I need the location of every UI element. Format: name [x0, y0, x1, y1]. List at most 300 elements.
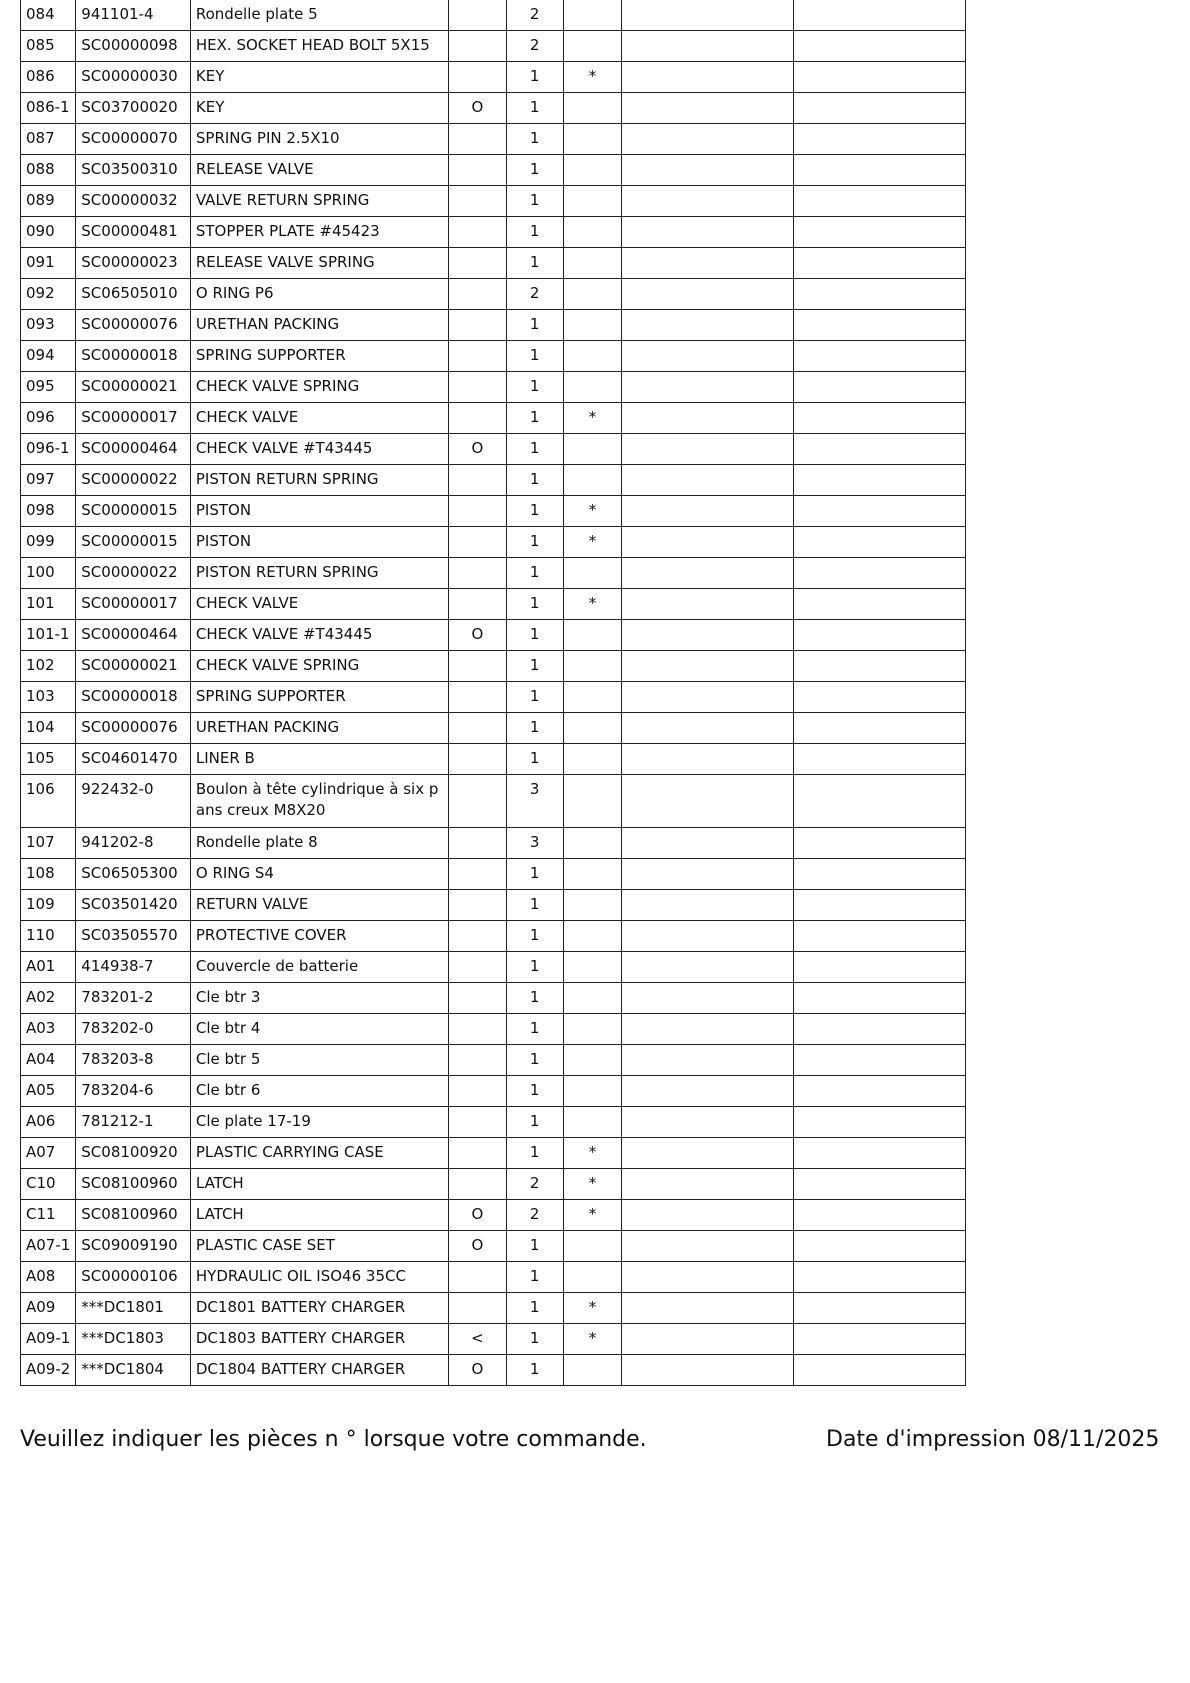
- quantity-cell: 1: [506, 982, 563, 1013]
- part-name-cell: PISTON RETURN SPRING: [190, 557, 448, 588]
- quantity-cell: 1: [506, 557, 563, 588]
- part-number-cell: A07-1: [21, 1230, 76, 1261]
- part-code-cell: SC03501420: [76, 889, 191, 920]
- blank-cell-2: [794, 774, 966, 827]
- part-code-cell: SC08100960: [76, 1199, 191, 1230]
- blank-cell-2: [794, 526, 966, 557]
- blank-cell-1: [622, 340, 794, 371]
- part-name-cell: DC1803 BATTERY CHARGER: [190, 1323, 448, 1354]
- quantity-cell: 1: [506, 681, 563, 712]
- part-number-cell: A09: [21, 1292, 76, 1323]
- part-name-cell: CHECK VALVE SPRING: [190, 371, 448, 402]
- option-mark-cell: [449, 774, 506, 827]
- part-number-cell: 109: [21, 889, 76, 920]
- option-mark-cell: O: [449, 619, 506, 650]
- table-row: [21, 982, 966, 1013]
- option-mark-cell: O: [449, 92, 506, 123]
- table-row: [21, 526, 966, 557]
- parts-table-body: [21, 0, 966, 1385]
- option-mark-cell: [449, 495, 506, 526]
- blank-cell-1: [622, 1292, 794, 1323]
- part-number-cell: 085: [21, 30, 76, 61]
- blank-cell-2: [794, 340, 966, 371]
- blank-cell-1: [622, 951, 794, 982]
- asterisk-mark-cell: [563, 858, 621, 889]
- blank-cell-1: [622, 185, 794, 216]
- part-name-cell: DC1801 BATTERY CHARGER: [190, 1292, 448, 1323]
- table-row: [21, 1168, 966, 1199]
- quantity-cell: 2: [506, 1168, 563, 1199]
- option-mark-cell: [449, 681, 506, 712]
- blank-cell-2: [794, 557, 966, 588]
- blank-cell-2: [794, 371, 966, 402]
- option-mark-cell: [449, 650, 506, 681]
- part-number-cell: A07: [21, 1137, 76, 1168]
- blank-cell-1: [622, 1044, 794, 1075]
- table-row: [21, 1137, 966, 1168]
- quantity-cell: 1: [506, 247, 563, 278]
- quantity-cell: 2: [506, 1199, 563, 1230]
- option-mark-cell: [449, 1261, 506, 1292]
- asterisk-mark-cell: *: [563, 1199, 621, 1230]
- table-row: [21, 619, 966, 650]
- part-name-cell: Rondelle plate 5: [190, 0, 448, 30]
- blank-cell-2: [794, 495, 966, 526]
- quantity-cell: 1: [506, 951, 563, 982]
- table-row: [21, 30, 966, 61]
- part-number-cell: 088: [21, 154, 76, 185]
- part-code-cell: 414938-7: [76, 951, 191, 982]
- table-row: [21, 278, 966, 309]
- quantity-cell: 1: [506, 1137, 563, 1168]
- blank-cell-1: [622, 371, 794, 402]
- part-code-cell: 941101-4: [76, 0, 191, 30]
- option-mark-cell: O: [449, 1199, 506, 1230]
- part-number-cell: 099: [21, 526, 76, 557]
- part-name-cell: Cle plate 17-19: [190, 1106, 448, 1137]
- part-code-cell: SC00000021: [76, 650, 191, 681]
- part-code-cell: 783204-6: [76, 1075, 191, 1106]
- asterisk-mark-cell: *: [563, 61, 621, 92]
- asterisk-mark-cell: [563, 1354, 621, 1385]
- quantity-cell: 1: [506, 1261, 563, 1292]
- blank-cell-2: [794, 433, 966, 464]
- table-row: [21, 1230, 966, 1261]
- blank-cell-2: [794, 650, 966, 681]
- blank-cell-1: [622, 464, 794, 495]
- blank-cell-2: [794, 1199, 966, 1230]
- blank-cell-2: [794, 1044, 966, 1075]
- part-name-cell: PISTON: [190, 495, 448, 526]
- option-mark-cell: [449, 464, 506, 495]
- table-row: [21, 889, 966, 920]
- part-number-cell: 096: [21, 402, 76, 433]
- blank-cell-1: [622, 743, 794, 774]
- blank-cell-1: [622, 1261, 794, 1292]
- asterisk-mark-cell: [563, 1106, 621, 1137]
- blank-cell-1: [622, 619, 794, 650]
- asterisk-mark-cell: [563, 154, 621, 185]
- option-mark-cell: [449, 30, 506, 61]
- option-mark-cell: [449, 951, 506, 982]
- part-code-cell: SC03505570: [76, 920, 191, 951]
- blank-cell-1: [622, 433, 794, 464]
- blank-cell-2: [794, 185, 966, 216]
- part-code-cell: SC00000015: [76, 495, 191, 526]
- table-row: [21, 340, 966, 371]
- table-row: [21, 681, 966, 712]
- quantity-cell: 2: [506, 30, 563, 61]
- part-number-cell: 084: [21, 0, 76, 30]
- part-name-cell: O RING S4: [190, 858, 448, 889]
- part-number-cell: 101-1: [21, 619, 76, 650]
- blank-cell-2: [794, 588, 966, 619]
- table-row: [21, 951, 966, 982]
- blank-cell-2: [794, 681, 966, 712]
- asterisk-mark-cell: [563, 123, 621, 154]
- table-row: [21, 1106, 966, 1137]
- asterisk-mark-cell: [563, 743, 621, 774]
- part-name-cell: CHECK VALVE: [190, 588, 448, 619]
- part-number-cell: 103: [21, 681, 76, 712]
- option-mark-cell: [449, 743, 506, 774]
- table-row: [21, 185, 966, 216]
- asterisk-mark-cell: [563, 340, 621, 371]
- quantity-cell: 1: [506, 92, 563, 123]
- part-code-cell: SC00000022: [76, 464, 191, 495]
- part-code-cell: SC00000015: [76, 526, 191, 557]
- asterisk-mark-cell: [563, 371, 621, 402]
- table-row: [21, 247, 966, 278]
- blank-cell-1: [622, 92, 794, 123]
- asterisk-mark-cell: [563, 278, 621, 309]
- part-name-cell: PROTECTIVE COVER: [190, 920, 448, 951]
- option-mark-cell: [449, 278, 506, 309]
- asterisk-mark-cell: [563, 92, 621, 123]
- blank-cell-1: [622, 982, 794, 1013]
- quantity-cell: 1: [506, 1013, 563, 1044]
- option-mark-cell: [449, 982, 506, 1013]
- part-code-cell: 783202-0: [76, 1013, 191, 1044]
- blank-cell-1: [622, 30, 794, 61]
- table-row: [21, 774, 966, 827]
- part-name-cell: Couvercle de batterie: [190, 951, 448, 982]
- part-name-cell: CHECK VALVE #T43445: [190, 433, 448, 464]
- part-code-cell: SC06505300: [76, 858, 191, 889]
- blank-cell-2: [794, 92, 966, 123]
- option-mark-cell: [449, 1137, 506, 1168]
- option-mark-cell: [449, 154, 506, 185]
- part-name-cell: Cle btr 4: [190, 1013, 448, 1044]
- asterisk-mark-cell: [563, 1075, 621, 1106]
- asterisk-mark-cell: [563, 951, 621, 982]
- table-row: [21, 92, 966, 123]
- part-number-cell: A03: [21, 1013, 76, 1044]
- blank-cell-2: [794, 827, 966, 858]
- blank-cell-2: [794, 712, 966, 743]
- part-code-cell: SC00000017: [76, 588, 191, 619]
- blank-cell-1: [622, 1199, 794, 1230]
- asterisk-mark-cell: [563, 309, 621, 340]
- asterisk-mark-cell: [563, 0, 621, 30]
- blank-cell-1: [622, 1075, 794, 1106]
- table-row: [21, 464, 966, 495]
- option-mark-cell: [449, 185, 506, 216]
- blank-cell-2: [794, 402, 966, 433]
- part-code-cell: SC00000076: [76, 712, 191, 743]
- blank-cell-2: [794, 619, 966, 650]
- part-code-cell: SC00000464: [76, 433, 191, 464]
- asterisk-mark-cell: [563, 827, 621, 858]
- quantity-cell: 1: [506, 309, 563, 340]
- quantity-cell: 2: [506, 0, 563, 30]
- quantity-cell: 1: [506, 123, 563, 154]
- blank-cell-1: [622, 278, 794, 309]
- part-code-cell: SC00000032: [76, 185, 191, 216]
- part-number-cell: 105: [21, 743, 76, 774]
- part-number-cell: 106: [21, 774, 76, 827]
- part-code-cell: SC00000098: [76, 30, 191, 61]
- asterisk-mark-cell: [563, 185, 621, 216]
- blank-cell-1: [622, 1168, 794, 1199]
- blank-cell-1: [622, 495, 794, 526]
- blank-cell-1: [622, 1013, 794, 1044]
- quantity-cell: 1: [506, 495, 563, 526]
- blank-cell-2: [794, 1323, 966, 1354]
- part-number-cell: A02: [21, 982, 76, 1013]
- part-name-cell: RETURN VALVE: [190, 889, 448, 920]
- blank-cell-2: [794, 1168, 966, 1199]
- option-mark-cell: O: [449, 433, 506, 464]
- quantity-cell: 1: [506, 1106, 563, 1137]
- blank-cell-2: [794, 30, 966, 61]
- part-code-cell: 922432-0: [76, 774, 191, 827]
- blank-cell-2: [794, 1230, 966, 1261]
- part-name-cell: Cle btr 3: [190, 982, 448, 1013]
- asterisk-mark-cell: [563, 216, 621, 247]
- part-number-cell: A04: [21, 1044, 76, 1075]
- option-mark-cell: [449, 1044, 506, 1075]
- part-number-cell: 101: [21, 588, 76, 619]
- asterisk-mark-cell: [563, 650, 621, 681]
- option-mark-cell: O: [449, 1354, 506, 1385]
- asterisk-mark-cell: [563, 464, 621, 495]
- quantity-cell: 1: [506, 1044, 563, 1075]
- option-mark-cell: [449, 1013, 506, 1044]
- part-code-cell: SC00000021: [76, 371, 191, 402]
- table-row: [21, 827, 966, 858]
- asterisk-mark-cell: [563, 681, 621, 712]
- asterisk-mark-cell: [563, 1230, 621, 1261]
- part-number-cell: 098: [21, 495, 76, 526]
- quantity-cell: 3: [506, 827, 563, 858]
- quantity-cell: 1: [506, 889, 563, 920]
- asterisk-mark-cell: *: [563, 495, 621, 526]
- table-row: [21, 61, 966, 92]
- quantity-cell: 1: [506, 526, 563, 557]
- part-name-cell: CHECK VALVE: [190, 402, 448, 433]
- part-number-cell: 089: [21, 185, 76, 216]
- part-code-cell: SC04601470: [76, 743, 191, 774]
- asterisk-mark-cell: *: [563, 526, 621, 557]
- quantity-cell: 1: [506, 712, 563, 743]
- part-code-cell: ***DC1803: [76, 1323, 191, 1354]
- asterisk-mark-cell: [563, 557, 621, 588]
- part-number-cell: 095: [21, 371, 76, 402]
- part-name-cell: Rondelle plate 8: [190, 827, 448, 858]
- part-name-cell: PLASTIC CARRYING CASE: [190, 1137, 448, 1168]
- part-name-cell: PISTON RETURN SPRING: [190, 464, 448, 495]
- part-code-cell: SC03500310: [76, 154, 191, 185]
- table-row: [21, 920, 966, 951]
- print-date: Date d'impression 08/11/2025: [826, 1427, 1160, 1452]
- table-row: [21, 1292, 966, 1323]
- asterisk-mark-cell: [563, 247, 621, 278]
- part-name-cell: LINER B: [190, 743, 448, 774]
- quantity-cell: 1: [506, 1354, 563, 1385]
- part-number-cell: 091: [21, 247, 76, 278]
- part-code-cell: SC00000023: [76, 247, 191, 278]
- part-name-cell: SPRING SUPPORTER: [190, 681, 448, 712]
- quantity-cell: 1: [506, 433, 563, 464]
- table-row: [21, 154, 966, 185]
- part-number-cell: A01: [21, 951, 76, 982]
- part-name-cell: SPRING SUPPORTER: [190, 340, 448, 371]
- blank-cell-2: [794, 1261, 966, 1292]
- part-code-cell: SC03700020: [76, 92, 191, 123]
- asterisk-mark-cell: [563, 982, 621, 1013]
- option-mark-cell: [449, 0, 506, 30]
- blank-cell-2: [794, 858, 966, 889]
- quantity-cell: 1: [506, 650, 563, 681]
- table-row: [21, 123, 966, 154]
- blank-cell-1: [622, 650, 794, 681]
- blank-cell-2: [794, 1292, 966, 1323]
- table-row: [21, 1261, 966, 1292]
- table-row: [21, 309, 966, 340]
- asterisk-mark-cell: *: [563, 1323, 621, 1354]
- table-row: [21, 1323, 966, 1354]
- blank-cell-1: [622, 1323, 794, 1354]
- part-code-cell: SC00000018: [76, 681, 191, 712]
- part-number-cell: A06: [21, 1106, 76, 1137]
- asterisk-mark-cell: *: [563, 1168, 621, 1199]
- part-name-cell: URETHAN PACKING: [190, 309, 448, 340]
- blank-cell-2: [794, 278, 966, 309]
- blank-cell-2: [794, 1106, 966, 1137]
- part-code-cell: SC00000022: [76, 557, 191, 588]
- part-name-cell: PLASTIC CASE SET: [190, 1230, 448, 1261]
- option-mark-cell: [449, 889, 506, 920]
- part-name-cell: URETHAN PACKING: [190, 712, 448, 743]
- table-row: [21, 1013, 966, 1044]
- blank-cell-2: [794, 1354, 966, 1385]
- part-number-cell: A09-1: [21, 1323, 76, 1354]
- blank-cell-1: [622, 61, 794, 92]
- part-number-cell: A08: [21, 1261, 76, 1292]
- asterisk-mark-cell: [563, 1261, 621, 1292]
- table-row: [21, 858, 966, 889]
- option-mark-cell: O: [449, 1230, 506, 1261]
- blank-cell-1: [622, 774, 794, 827]
- asterisk-mark-cell: [563, 1013, 621, 1044]
- part-code-cell: ***DC1804: [76, 1354, 191, 1385]
- asterisk-mark-cell: [563, 774, 621, 827]
- asterisk-mark-cell: [563, 920, 621, 951]
- asterisk-mark-cell: *: [563, 588, 621, 619]
- part-number-cell: 087: [21, 123, 76, 154]
- asterisk-mark-cell: *: [563, 402, 621, 433]
- part-number-cell: 097: [21, 464, 76, 495]
- table-row: [21, 557, 966, 588]
- part-number-cell: 104: [21, 712, 76, 743]
- part-name-cell: RELEASE VALVE: [190, 154, 448, 185]
- option-mark-cell: [449, 858, 506, 889]
- part-name-cell: LATCH: [190, 1199, 448, 1230]
- blank-cell-1: [622, 858, 794, 889]
- asterisk-mark-cell: [563, 433, 621, 464]
- part-name-cell: O RING P6: [190, 278, 448, 309]
- blank-cell-1: [622, 681, 794, 712]
- asterisk-mark-cell: *: [563, 1292, 621, 1323]
- quantity-cell: 1: [506, 1230, 563, 1261]
- table-row: [21, 371, 966, 402]
- option-mark-cell: [449, 712, 506, 743]
- blank-cell-2: [794, 743, 966, 774]
- part-name-cell: SPRING PIN 2.5X10: [190, 123, 448, 154]
- blank-cell-1: [622, 827, 794, 858]
- part-number-cell: 107: [21, 827, 76, 858]
- asterisk-mark-cell: [563, 30, 621, 61]
- part-number-cell: 094: [21, 340, 76, 371]
- option-mark-cell: [449, 371, 506, 402]
- table-row: [21, 1354, 966, 1385]
- part-number-cell: 093: [21, 309, 76, 340]
- part-name-cell: PISTON: [190, 526, 448, 557]
- asterisk-mark-cell: [563, 1044, 621, 1075]
- part-code-cell: 783203-8: [76, 1044, 191, 1075]
- quantity-cell: 1: [506, 61, 563, 92]
- table-row: [21, 650, 966, 681]
- quantity-cell: 3: [506, 774, 563, 827]
- option-mark-cell: [449, 920, 506, 951]
- part-name-cell: CHECK VALVE #T43445: [190, 619, 448, 650]
- blank-cell-1: [622, 1354, 794, 1385]
- blank-cell-1: [622, 557, 794, 588]
- asterisk-mark-cell: [563, 619, 621, 650]
- option-mark-cell: [449, 309, 506, 340]
- table-row: [21, 216, 966, 247]
- part-name-cell: Cle btr 6: [190, 1075, 448, 1106]
- part-number-cell: A09-2: [21, 1354, 76, 1385]
- blank-cell-1: [622, 0, 794, 30]
- blank-cell-1: [622, 1106, 794, 1137]
- part-name-cell: Boulon à tête cylindrique à six pans creux M8X20: [190, 774, 448, 827]
- option-mark-cell: [449, 402, 506, 433]
- blank-cell-1: [622, 1230, 794, 1261]
- part-code-cell: SC06505010: [76, 278, 191, 309]
- part-name-cell: KEY: [190, 61, 448, 92]
- asterisk-mark-cell: [563, 889, 621, 920]
- quantity-cell: 1: [506, 1075, 563, 1106]
- part-code-cell: SC00000464: [76, 619, 191, 650]
- blank-cell-1: [622, 712, 794, 743]
- quantity-cell: 1: [506, 216, 563, 247]
- quantity-cell: 1: [506, 340, 563, 371]
- option-mark-cell: [449, 123, 506, 154]
- quantity-cell: 1: [506, 1323, 563, 1354]
- part-number-cell: C11: [21, 1199, 76, 1230]
